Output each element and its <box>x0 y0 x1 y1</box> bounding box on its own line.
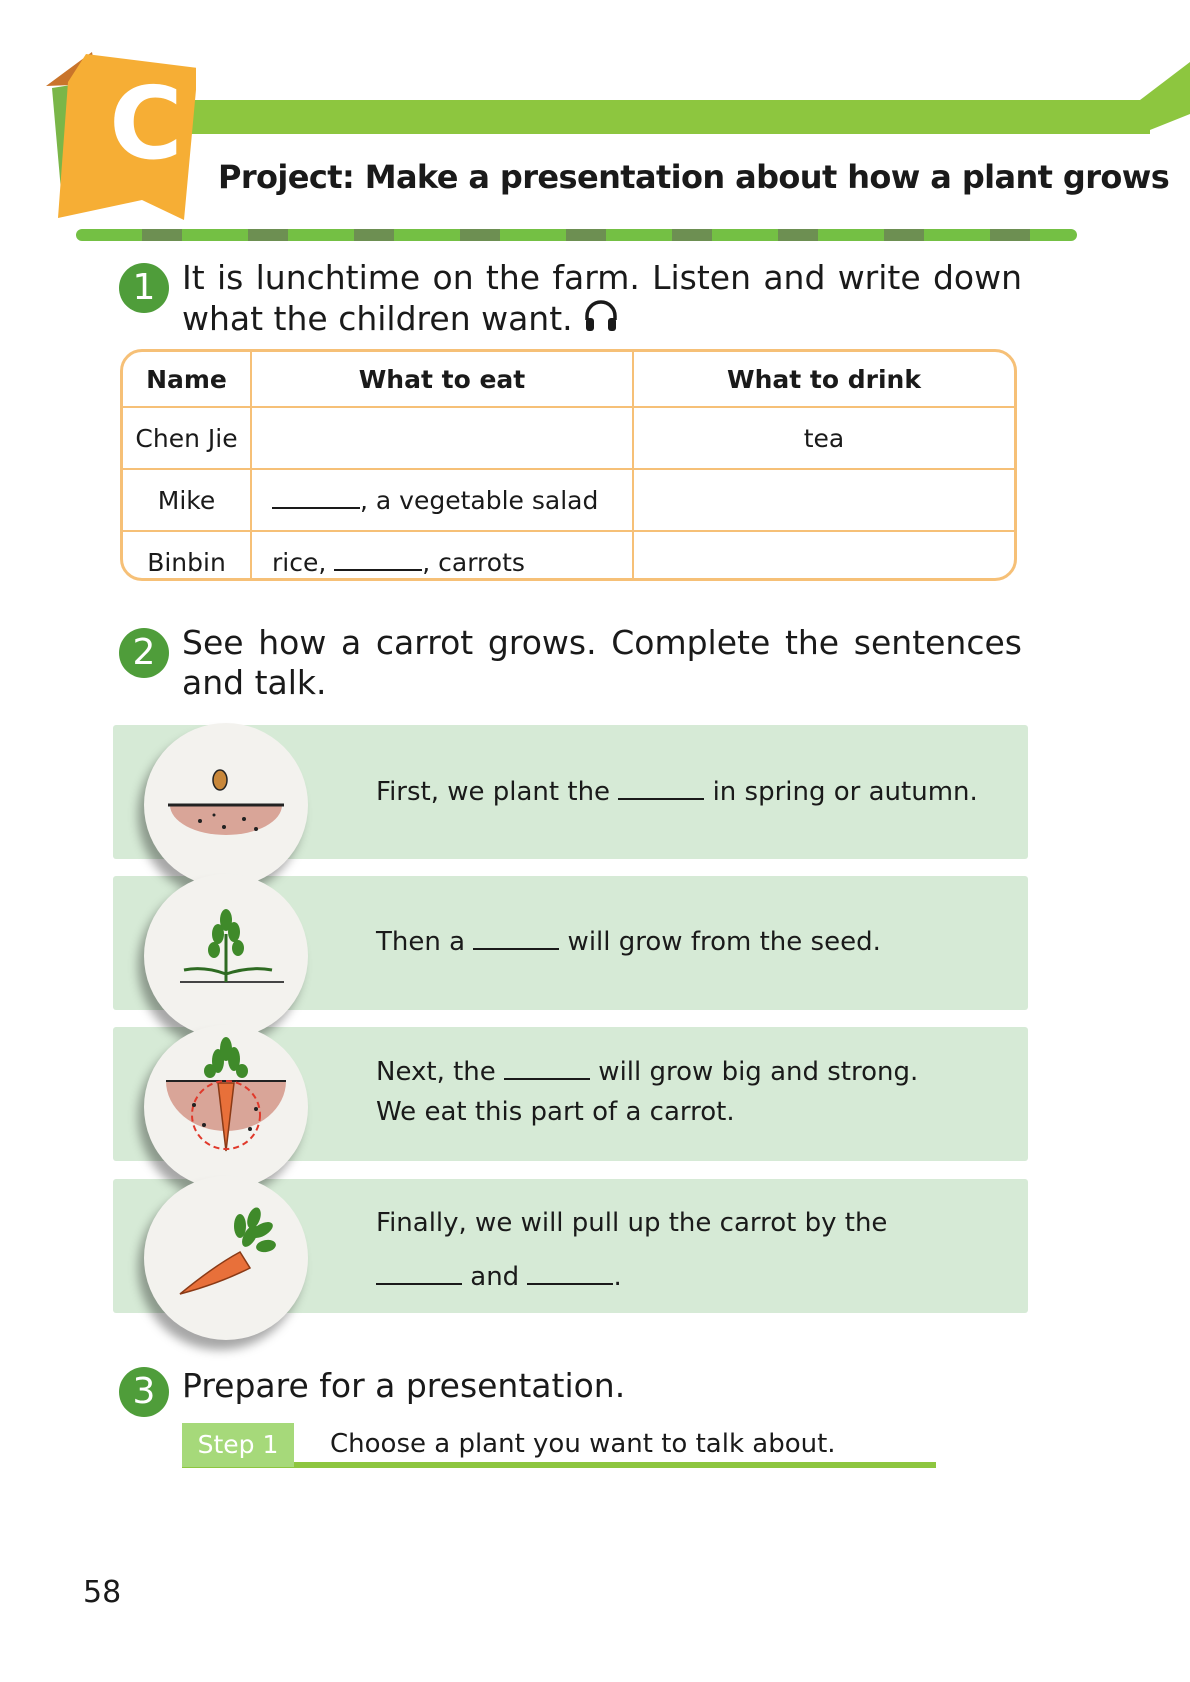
activity-3-number: 3 <box>119 1367 169 1417</box>
table-header-row <box>123 352 1014 407</box>
step-instruction: Choose a plant you want to talk about. <box>330 1429 836 1459</box>
page-number: 58 <box>83 1575 122 1610</box>
step-2-text-before: Then a <box>376 927 474 957</box>
step-3-sentence <box>376 1052 918 1132</box>
carrot-root-icon <box>144 1025 308 1189</box>
food-drink-table <box>120 349 1017 581</box>
activity-1-instruction-line2-text: what the children want. <box>182 299 573 338</box>
page-title: Project: Make a presentation about how a plant grows <box>218 158 1170 196</box>
step-4-text-line1: Finally, we will pull up the carrot by the <box>376 1208 888 1238</box>
answer-blank[interactable] <box>504 1078 590 1080</box>
step-2-sentence <box>376 922 881 962</box>
step-4-text-mid: and <box>462 1262 528 1292</box>
answer-blank[interactable] <box>473 948 559 950</box>
step-underline <box>182 1462 936 1468</box>
answer-blank[interactable] <box>376 1283 462 1285</box>
row-name: Chen Jie <box>123 407 251 469</box>
answer-blank[interactable] <box>334 569 422 571</box>
row-name: Mike <box>123 469 251 531</box>
step-3-text-line2: We eat this part of a carrot. <box>376 1097 735 1127</box>
activity-2-instruction-line1: See how a carrot grows. Complete the sentences <box>182 623 1022 662</box>
row-eat-text-after: , carrots <box>422 547 525 577</box>
row-eat-text-before: rice, <box>272 547 335 577</box>
row-drink: tea <box>633 407 1014 469</box>
seed-in-soil-icon <box>144 723 308 887</box>
header-band-tip <box>1140 62 1190 134</box>
activity-1-number: 1 <box>119 263 169 313</box>
table-row <box>123 531 1014 581</box>
activity-3-instruction: Prepare for a presentation. <box>182 1366 626 1405</box>
step-2-text-after: will grow from the seed. <box>559 927 881 957</box>
row-drink-answer[interactable] <box>633 469 1014 531</box>
row-eat-answer[interactable] <box>251 407 633 469</box>
row-eat <box>251 469 633 531</box>
activity-1-instruction-line2 <box>182 298 619 343</box>
answer-blank[interactable] <box>272 507 360 509</box>
pulled-carrot-icon <box>144 1176 308 1340</box>
activity-2-number: 2 <box>119 628 169 678</box>
table-row <box>123 469 1014 531</box>
step-4-text-end: . <box>613 1262 622 1292</box>
headphones-icon[interactable] <box>583 298 619 343</box>
step-1-text-before: First, we plant the <box>376 777 619 807</box>
title-divider <box>76 229 1077 241</box>
step-4-sentence <box>376 1196 887 1304</box>
row-eat-text: , a vegetable salad <box>360 485 599 515</box>
answer-blank[interactable] <box>618 798 704 800</box>
header-band <box>190 100 1150 134</box>
sprout-icon <box>144 874 308 1038</box>
section-letter: C <box>109 65 183 182</box>
answer-blank[interactable] <box>527 1283 613 1285</box>
step-1-sentence <box>376 772 978 812</box>
step-3-text-before: Next, the <box>376 1057 505 1087</box>
row-eat <box>251 531 633 581</box>
step-label-badge: Step 1 <box>182 1423 294 1467</box>
column-header-name: Name <box>123 352 251 407</box>
row-drink-answer[interactable] <box>633 531 1014 581</box>
table-row <box>123 407 1014 469</box>
step-1-text-after: in spring or autumn. <box>704 777 978 807</box>
activity-1-instruction-line1: It is lunchtime on the farm. Listen and write down <box>182 258 1022 297</box>
column-header-drink: What to drink <box>633 352 1014 407</box>
step-3-text-after: will grow big and strong. <box>590 1057 919 1087</box>
row-name: Binbin <box>123 531 251 581</box>
activity-2-instruction-line2: and talk. <box>182 663 327 702</box>
column-header-eat: What to eat <box>251 352 633 407</box>
